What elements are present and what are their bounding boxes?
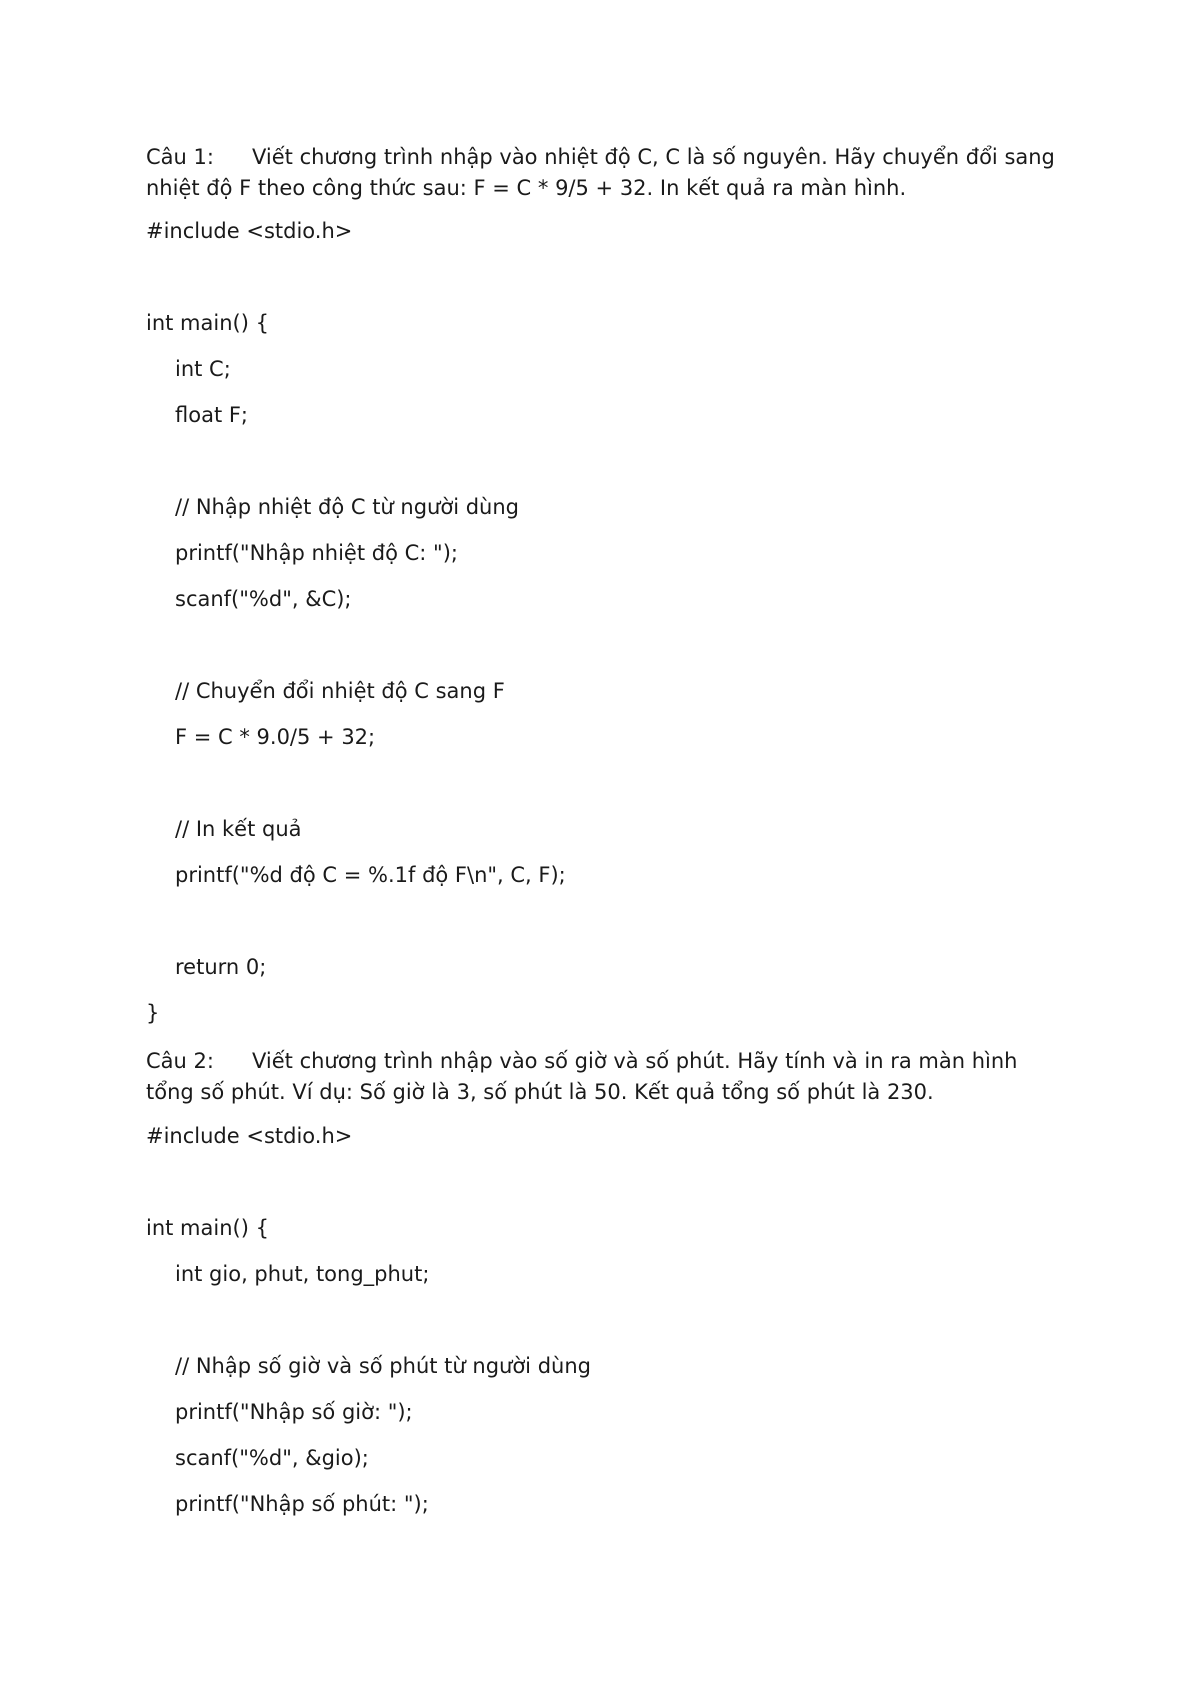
code-line: // In kết quả — [175, 817, 302, 841]
code-line: printf("%d độ C = %.1f độ F\n", C, F); — [175, 863, 566, 887]
question-2-number: Câu 2: — [146, 1049, 214, 1073]
code-line: return 0; — [175, 955, 267, 979]
code-line: // Nhập nhiệt độ C từ người dùng — [175, 495, 519, 519]
code-block-1 — [146, 216, 566, 1044]
question-1-text: Viết chương trình nhập vào nhiệt độ C, C là số nguyên. Hãy chuyển đổi sang nhiệt độ F theo công thức sau: F = C * 9/5 + 32. In kết quả ra màn hình. — [146, 145, 1055, 200]
question-2 — [146, 1046, 1066, 1108]
code-line: // Chuyển đổi nhiệt độ C sang F — [175, 679, 505, 703]
code-line: #include <stdio.h> — [146, 219, 353, 243]
code-block-2 — [146, 1121, 591, 1535]
code-line: F = C * 9.0/5 + 32; — [175, 725, 376, 749]
code-line — [146, 1305, 591, 1351]
code-line — [146, 906, 566, 952]
code-line — [146, 446, 566, 492]
code-line: printf("Nhập nhiệt độ C: "); — [175, 541, 458, 565]
code-line: // Nhập số giờ và số phút từ người dùng — [175, 1354, 591, 1378]
question-1 — [146, 142, 1066, 204]
code-line: int C; — [175, 357, 231, 381]
code-line — [146, 262, 566, 308]
code-line: int main() { — [146, 311, 269, 335]
code-line: float F; — [175, 403, 249, 427]
question-1-number: Câu 1: — [146, 145, 214, 169]
code-line — [146, 630, 566, 676]
code-line: printf("Nhập số giờ: "); — [175, 1400, 413, 1424]
question-2-text: Viết chương trình nhập vào số giờ và số phút. Hãy tính và in ra màn hình tổng số phút. Ví dụ: Số giờ là 3, số phút là 50. Kết quả tổng số phút là 230. — [146, 1049, 1018, 1104]
code-line — [146, 768, 566, 814]
code-line: int main() { — [146, 1216, 269, 1240]
code-line: } — [146, 1001, 160, 1025]
code-line: #include <stdio.h> — [146, 1124, 353, 1148]
code-line: int gio, phut, tong_phut; — [175, 1262, 430, 1286]
code-line: printf("Nhập số phút: "); — [175, 1492, 429, 1516]
code-line: scanf("%d", &C); — [175, 587, 352, 611]
code-line — [146, 1167, 591, 1213]
code-line: scanf("%d", &gio); — [175, 1446, 369, 1470]
